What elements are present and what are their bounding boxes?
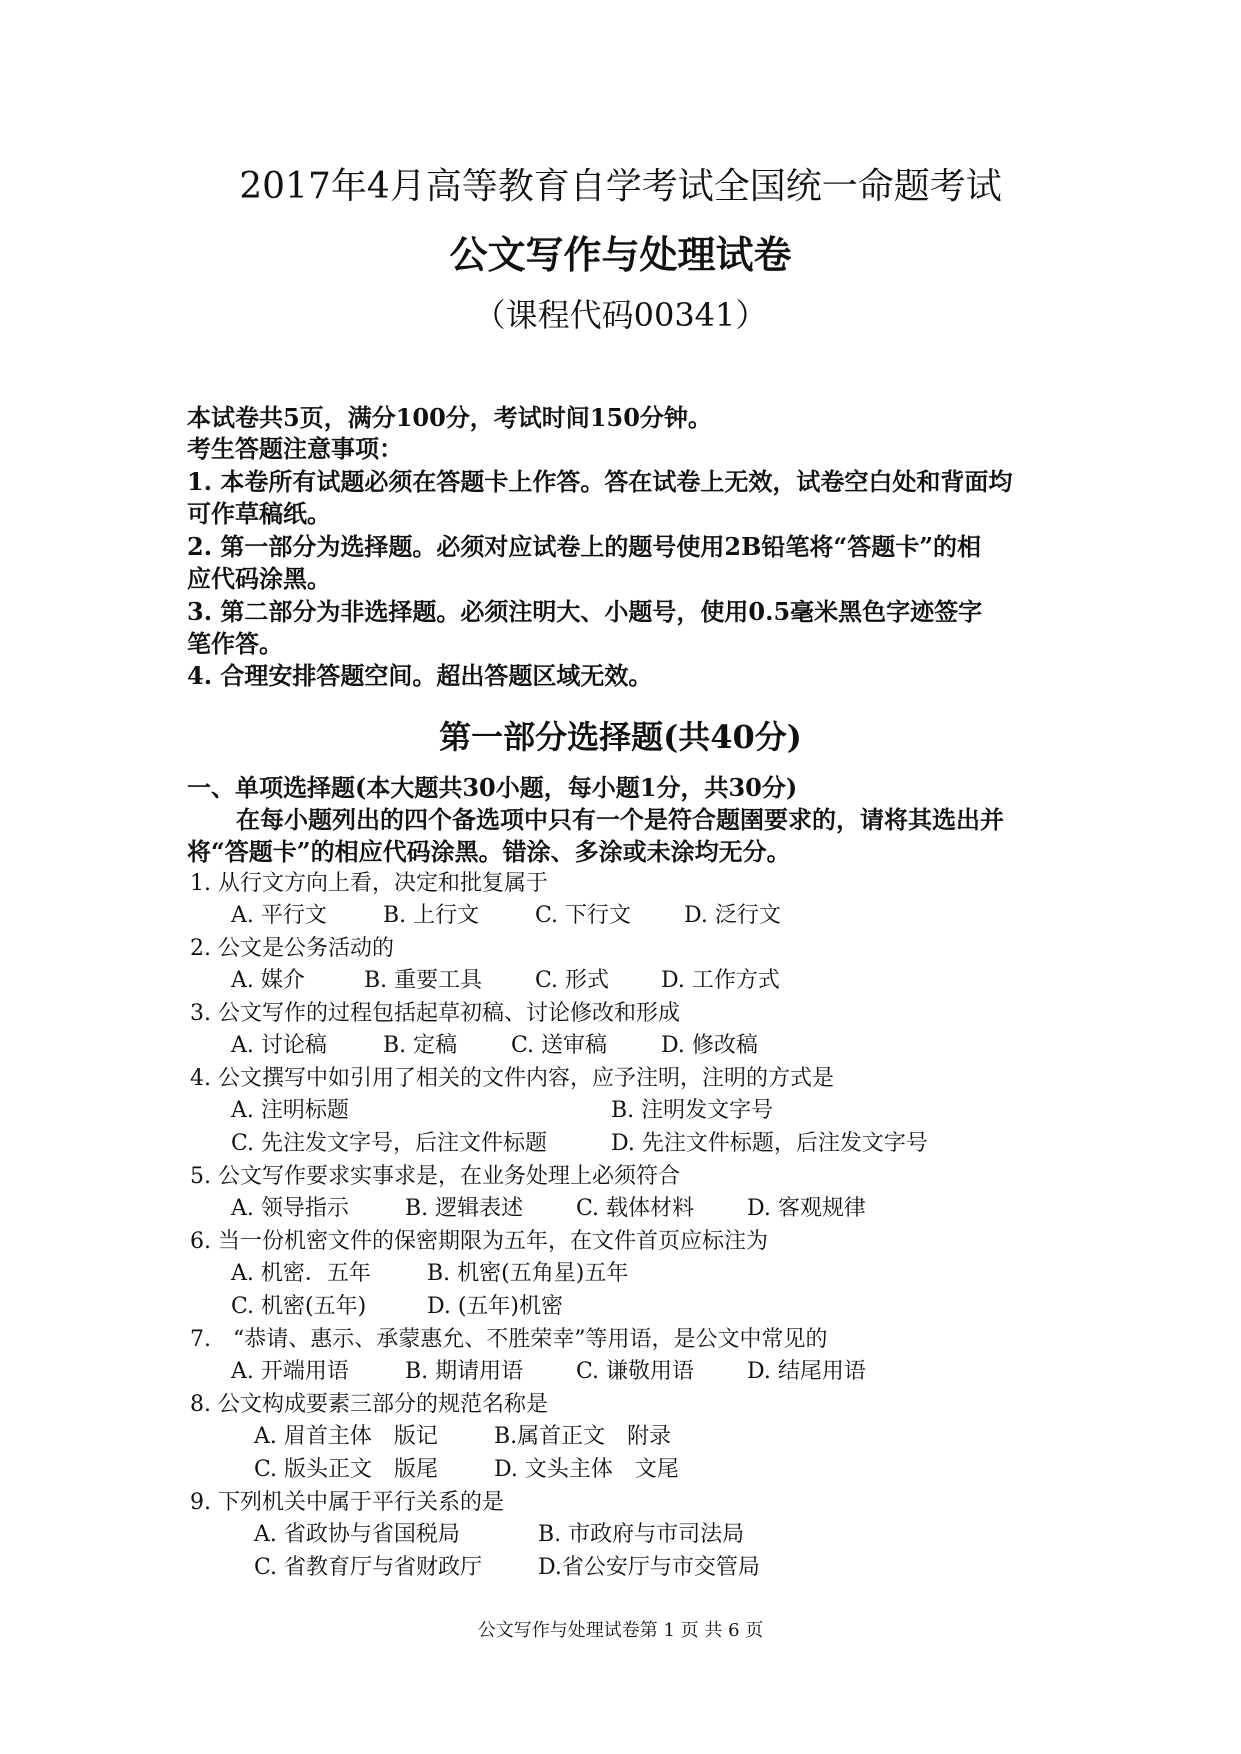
notice-line: 应代码涂黑。 xyxy=(187,564,331,593)
option-d: D.省公安厅与市交管局 xyxy=(538,1555,760,1580)
option-b: B. 定稿 xyxy=(383,1033,458,1058)
option-b: B. 注明发文字号 xyxy=(611,1098,774,1123)
question-stem: 8. 公文构成要素三部分的规范名称是 xyxy=(190,1392,548,1417)
exam-title: 公文写作与处理试卷 xyxy=(449,232,792,277)
exam-header-line: 2017年4月高等教育自学考试全国统一命题考试 xyxy=(239,166,1002,207)
option-d: D. (五年)机密 xyxy=(427,1294,564,1319)
option-d: D. 先注文件标题，后注发文字号 xyxy=(611,1131,928,1156)
option-d: D. 修改稿 xyxy=(661,1033,758,1058)
option-c: C. 机密(五年) xyxy=(231,1294,367,1319)
option-d: D. 泛行文 xyxy=(684,903,781,928)
section-instruction: 将“答题卡”的相应代码涂黑。错涂、多涂或未涂均无分。 xyxy=(187,837,791,866)
notice-line: 本试卷共5页，满分100分，考试时间150分钟。 xyxy=(187,403,712,432)
option-a: A. 讨论稿 xyxy=(231,1033,327,1058)
option-a: A. 眉首主体 版记 xyxy=(254,1424,438,1449)
option-a: A. 领导指示 xyxy=(231,1196,349,1221)
question-stem: 5. 公文写作要求实事求是，在业务处理上必须符合 xyxy=(190,1164,680,1189)
course-code: （课程代码00341） xyxy=(473,296,768,334)
notice-line: 4. 合理安排答题空间。超出答题区域无效。 xyxy=(187,661,653,690)
question-stem: 6. 当一份机密文件的保密期限为五年，在文件首页应标注为 xyxy=(190,1229,768,1254)
option-c: C. 先注发文字号，后注文件标题 xyxy=(231,1131,548,1156)
option-d: D. 工作方式 xyxy=(661,968,780,993)
question-stem: 1. 从行文方向上看，决定和批复属于 xyxy=(190,871,548,896)
option-b: B. 市政府与市司法局 xyxy=(538,1522,745,1547)
option-b: B. 逻辑表述 xyxy=(405,1196,524,1221)
question-stem: 7. “恭请、惠示、承蒙惠允、不胜荣幸”等用语，是公文中常见的 xyxy=(190,1327,828,1352)
option-d: D. 结尾用语 xyxy=(747,1359,866,1384)
option-a: A. 省政协与省国税局 xyxy=(254,1522,460,1547)
option-b: B. 机密(五角星)五年 xyxy=(427,1261,629,1286)
option-d: D. 客观规律 xyxy=(747,1196,866,1221)
question-stem: 3. 公文写作的过程包括起草初稿、讨论修改和形成 xyxy=(190,1001,680,1026)
option-b: B. 期请用语 xyxy=(405,1359,524,1384)
option-a: A. 平行文 xyxy=(231,903,327,928)
notice-line: 1. 本卷所有试题必须在答题卡上作答。答在试卷上无效，试卷空白处和背面均 xyxy=(187,467,1013,496)
notice-line: 3. 第二部分为非选择题。必须注明大、小题号，使用0.5毫米黑色字迹签字 xyxy=(187,597,983,626)
notice-line: 可作草稿纸。 xyxy=(187,499,331,528)
option-b: B.属首正文 附录 xyxy=(494,1424,672,1449)
option-b: B. 上行文 xyxy=(383,903,480,928)
option-a: A. 媒介 xyxy=(231,968,305,993)
option-c: C. 版头正文 版尾 xyxy=(254,1457,439,1482)
question-stem: 9. 下列机关中属于平行关系的是 xyxy=(190,1490,504,1515)
question-stem: 4. 公文撰写中如引用了相关的文件内容，应予注明，注明的方式是 xyxy=(190,1066,834,1091)
option-d: D. 文头主体 文尾 xyxy=(494,1457,679,1482)
option-a: A. 机密．五年 xyxy=(231,1261,371,1286)
option-a: A. 注明标题 xyxy=(231,1098,349,1123)
notice-line: 考生答题注意事项： xyxy=(187,434,403,463)
option-c: C. 形式 xyxy=(535,968,610,993)
page-footer: 公文写作与处理试卷第 1 页 共 6 页 xyxy=(477,1620,764,1641)
question-stem: 2. 公文是公务活动的 xyxy=(190,936,394,961)
option-c: C. 省教育厅与省财政厅 xyxy=(254,1555,483,1580)
option-c: C. 载体材料 xyxy=(576,1196,695,1221)
option-c: C. 送审稿 xyxy=(511,1033,608,1058)
option-c: C. 下行文 xyxy=(535,903,632,928)
option-c: C. 谦敬用语 xyxy=(576,1359,695,1384)
part-title: 第一部分选择题(共40分) xyxy=(439,718,802,756)
option-b: B. 重要工具 xyxy=(364,968,483,993)
notice-line: 笔作答。 xyxy=(187,629,283,658)
notice-line: 2. 第一部分为选择题。必须对应试卷上的题号使用2B铅笔将“答题卡”的相 xyxy=(187,532,982,561)
section-heading: 一、单项选择题(本大题共30小题，每小题1分，共30分) xyxy=(187,773,798,802)
section-instruction: 在每小题列出的四个备选项中只有一个是符合题圉要求的，请将其选出并 xyxy=(236,805,1004,834)
option-a: A. 开端用语 xyxy=(231,1359,349,1384)
